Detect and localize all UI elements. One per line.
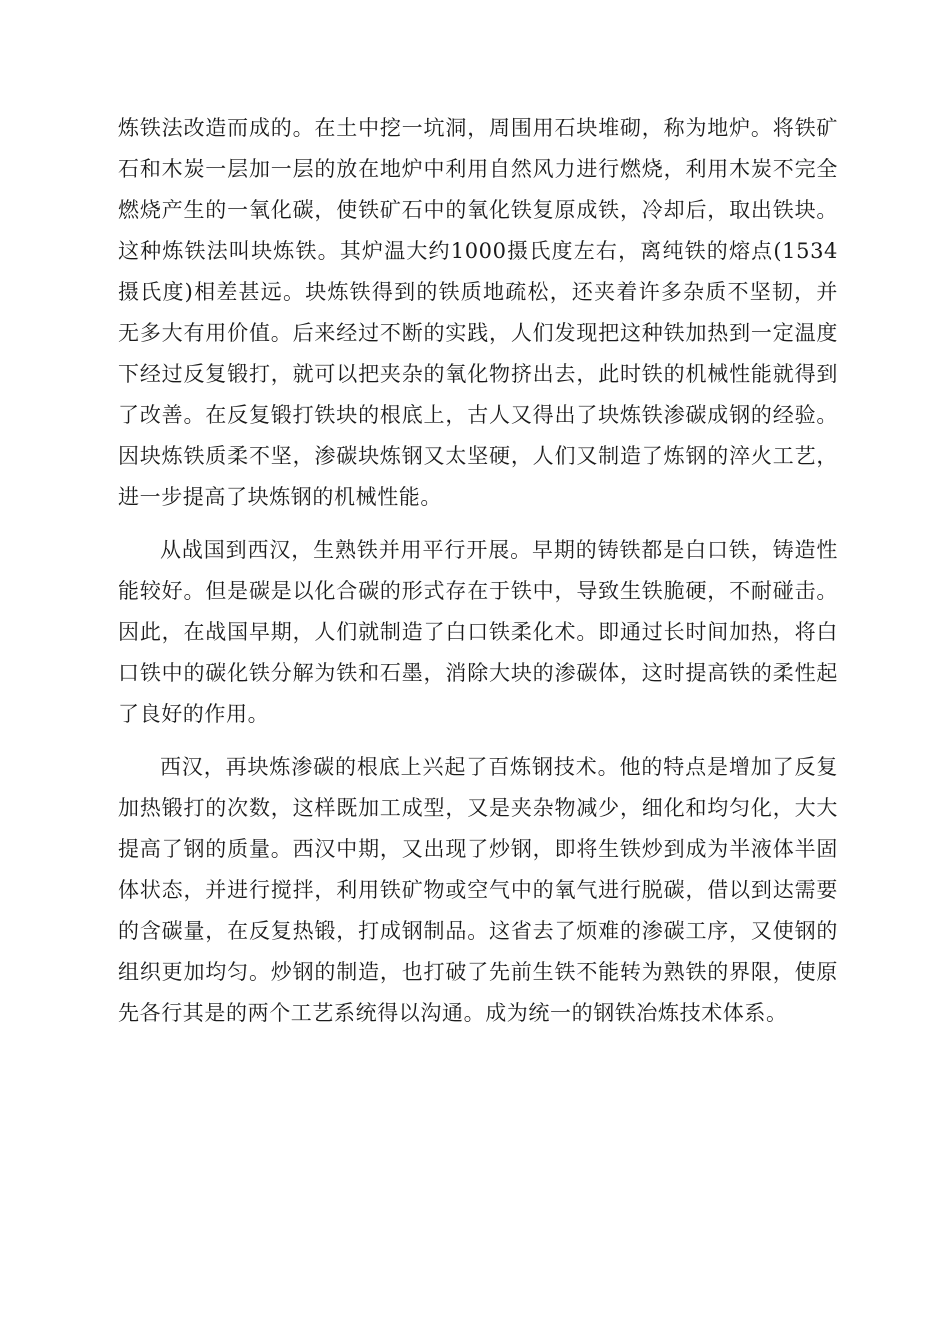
paragraph-western-han-steel: 西汉，再块炼渗碳的根底上兴起了百炼钢技术。他的特点是增加了反复加热锻打的次数，这样既加工成型，又是夹杂物减少，细化和均匀化，大大提高了钢的质量。西汉中期，又出现了炒钢，即将生铁炒到成为半液体半固体状态，并进行搅拌，利用铁矿物或空气中的氧气进行脱碳，借以到达需要的含碳量，在反复热锻，打成钢制品。这省去了烦难的渗碳工序，又使钢的组织更加均匀。炒钢的制造，也打破了先前生铁不能转为熟铁的界限，使原先各行其是的两个工艺系统得以沟通。成为统一的钢铁冶炼技术体系。 — [118, 755, 838, 1025]
paragraph-continuation: 炼铁法改造而成的。在土中挖一坑洞，周围用石块堆砌，称为地炉。将铁矿石和木炭一层加一层的放在地炉中利用自然风力进行燃烧，利用木炭不完全燃烧产生的一氧化碳，使铁矿石中的氧化铁复原成铁，冷却后，取出铁块。这种炼铁法叫块炼铁。其炉温大约1000摄氏度左右，离纯铁的熔点(1534摄氏度)相差甚远。块炼铁得到的铁质地疏松，还夹着许多杂质不坚韧，并无多大有用价值。后来经过不断的实践，人们发现把这种铁加热到一定温度下经过反复锻打，就可以把夹杂的氧化物挤出去，此时铁的机械性能就得到了改善。在反复锻打铁块的根底上，古人又得出了块炼铁渗碳成钢的经验。因块炼铁质柔不坚，渗碳块炼钢又太坚硬，人们又制造了炼钢的淬火工艺，进一步提高了块炼钢的机械性能。 — [118, 116, 838, 509]
paragraph-warring-states-to-western-han: 从战国到西汉，生熟铁并用平行开展。早期的铸铁都是白口铁，铸造性能较好。但是碳是以化合碳的形式存在于铁中，导致生铁脆硬，不耐碰击。因此，在战国早期，人们就制造了白口铁柔化术。即通过长时间加热，将白口铁中的碳化铁分解为铁和石墨，消除大块的渗碳体，这时提高铁的柔性起了良好的作用。 — [118, 538, 838, 726]
document-body — [118, 108, 838, 1034]
